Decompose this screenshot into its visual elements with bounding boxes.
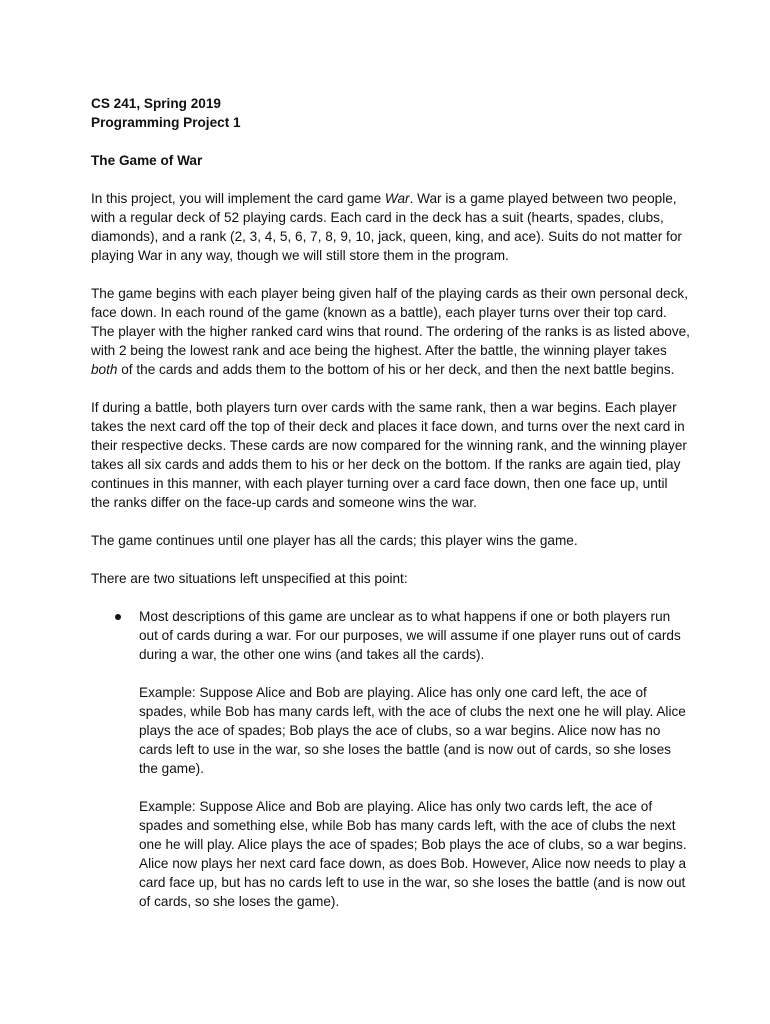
- intro-paragraph: [91, 189, 690, 265]
- rules-emphasis: both: [91, 362, 118, 377]
- situations-intro: There are two situations left unspecified at this point:: [91, 571, 408, 586]
- war-paragraph: If during a battle, both players turn over cards with the same rank, then a war begins. Each player takes the next card off the top of their deck and places it face down, and turns over the next card in their respective decks. These cards are now compared for the winning rank, and the winning player takes all six cards and adds them to his or her deck on the bottom. If the ranks are again tied, play continues in this manner, with each player turning over a card face down, then one face up, until the ranks differ on the face-up cards and someone wins the war.: [91, 400, 687, 510]
- bullet-text: Most descriptions of this game are unclear as to what happens if one or both players run out of cards during a war. For our purposes, we will assume if one player runs out of cards during a war, the other one wins (and takes all the cards).: [139, 609, 681, 662]
- rules-text-b: of the cards and adds them to the bottom of his or her deck, and then the next battle begins.: [117, 362, 675, 377]
- rules-text-a: The game begins with each player being given half of the playing cards as their own personal deck, face down. In each round of the game (known as a battle), each player turns over their top card. The player with the higher ranked card wins that round. The ordering of the ranks is as listed above, with 2 being the lowest rank and ace being the highest. After the battle, the winning player takes: [91, 286, 690, 358]
- rules-paragraph: [91, 284, 690, 379]
- example-paragraph: Example: Suppose Alice and Bob are playing. Alice has only two cards left, the ace of spades and something else, while Bob has many cards left, with the ace of clubs the next one he will play. Alice plays the ace of spades; Bob plays the ace of clubs, so a war begins. Alice now plays her next card face down, as does Bob. However, Alice now needs to play a card face up, but has no cards left to use in the war, so she loses the battle (and is now out of cards, so she loses the game).: [139, 799, 687, 909]
- bullet-icon: [115, 614, 121, 620]
- document-title: The Game of War: [91, 153, 203, 168]
- end-paragraph: The game continues until one player has all the cards; this player wins the game.: [91, 533, 578, 548]
- project-heading: Programming Project 1: [91, 115, 241, 130]
- list-item: [91, 607, 690, 911]
- intro-emphasis: War: [384, 191, 410, 206]
- example-paragraph: Example: Suppose Alice and Bob are playing. Alice has only one card left, the ace of spades, while Bob has many cards left, with the ace of clubs the next one he will play. Alice plays the ace of spades; Bob plays the ace of clubs, so a war begins. Alice now has no cards left to use in the war, so she loses the battle (and is now out of cards, so she loses the game).: [139, 685, 686, 776]
- situations-list: [91, 607, 690, 911]
- intro-text-a: In this project, you will implement the card game: [91, 191, 385, 206]
- intro-text-b: . War is a game played between two people, with a regular deck of 52 playing cards. Each card in the deck has a suit (hearts, spades, clubs, diamonds), and a rank (2, 3, 4, 5, 6, 7, 8, 9, 10, jack, queen, king, and ace). Suits do not matter for playing War in any way, though we will still store them in the program.: [91, 191, 682, 263]
- course-heading: CS 241, Spring 2019: [91, 96, 221, 111]
